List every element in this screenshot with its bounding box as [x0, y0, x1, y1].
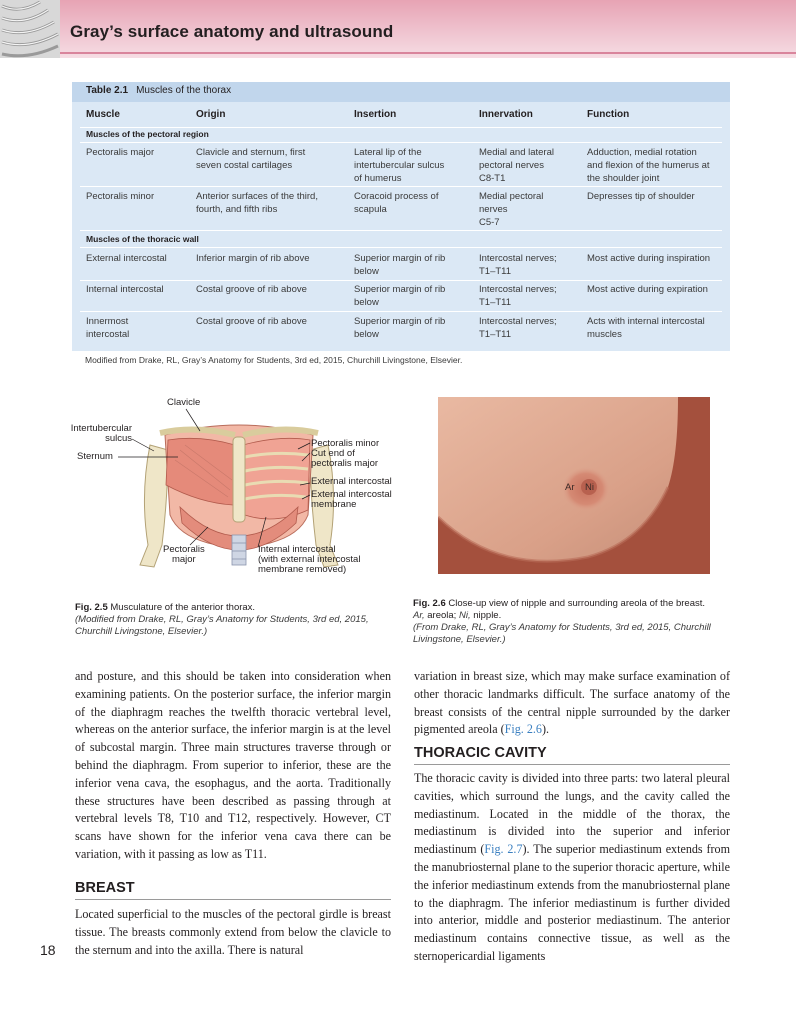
header-rule: [60, 52, 796, 54]
label-internal-intercostal: Internal intercostal (with external intercostal membrane removed): [258, 544, 361, 575]
table-section-heading: Muscles of the pectoral region: [86, 129, 209, 139]
figure-2-6: [438, 397, 710, 574]
figure-reference-link[interactable]: Fig. 2.7: [484, 842, 523, 857]
heading-rule: [75, 899, 391, 900]
caption-text: areola;: [427, 610, 457, 621]
running-header-title: Gray’s surface anatomy and ultrasound: [70, 22, 394, 41]
figure-2-6-caption: [413, 598, 713, 646]
column-header-muscle: Muscle: [86, 109, 120, 120]
table-header-row: [72, 103, 730, 127]
label-intertubercular-sulcus: Intertubercular sulcus: [70, 423, 132, 444]
body-text: variation in breast size, which may make surface examination of other thoracic landmarks difficult. The surface anatomy of the breast consists of the central nipple surrounded by the darker pigmented areola (: [414, 669, 730, 737]
table-divider: [80, 142, 722, 143]
table-divider: [80, 127, 722, 128]
right-column-paragraph-1: [414, 668, 730, 739]
left-column-paragraph-1: [75, 668, 391, 864]
column-header-innervation: Innervation: [479, 109, 533, 120]
table-cell: Superior margin of rib below: [354, 316, 446, 340]
ribcage-icon: [0, 0, 60, 58]
table-section-heading: Muscles of the thoracic wall: [86, 234, 199, 244]
table-cell: Inferior margin of rib above: [196, 253, 310, 264]
body-paragraph: [414, 770, 730, 966]
label-nipple: Ni: [585, 482, 594, 493]
table-divider: [80, 247, 722, 248]
label-pectoralis-minor: Pectoralis minor: [311, 438, 380, 449]
table-cell: Medial and lateral pectoral nerves C8-T1: [479, 147, 554, 184]
table-cell: External intercostal: [86, 253, 167, 264]
table-cell: Anterior surfaces of the third, fourth, and fifth ribs: [196, 191, 318, 215]
figure-2-5: [70, 395, 410, 585]
table-divider: [80, 230, 722, 231]
section-heading-breast: BREAST: [75, 880, 135, 896]
label-pectoralis-major: Pectoralis major: [163, 544, 205, 565]
table-cell: Medial pectoral nerves C5-7: [479, 191, 544, 228]
table-cell: Acts with internal intercostal muscles: [587, 316, 705, 340]
figure-2-5-caption: [75, 602, 395, 638]
label-external-intercostal: External intercostal: [311, 476, 392, 487]
table-title-bar: [72, 82, 730, 102]
caption-text: Musculature of the anterior thorax.: [110, 602, 256, 613]
figure-reference-link[interactable]: Fig. 2.6: [504, 722, 542, 737]
caption-abbrev: Ni,: [458, 610, 471, 621]
right-column-paragraph-2: [414, 770, 730, 966]
table-label: Table 2.1: [86, 85, 129, 96]
table-cell: Most active during expiration: [587, 284, 708, 295]
body-paragraph: [414, 668, 730, 739]
caption-text: nipple.: [473, 610, 502, 621]
body-text: The thoracic cavity is divided into three parts: two lateral pleural cavities, which surround the lungs, and the cavity called the mediastinum. Located in the middle of the thorax, the mediastinum is divided into the superior and inferior mediastinum (: [414, 771, 730, 857]
left-column-paragraph-2: [75, 906, 391, 959]
caption-abbrev: Ar,: [413, 610, 425, 621]
body-text: ). The superior mediastinum extends from the manubriosternal plane to the superior thoracic aperture, while the inferior mediastinum extends from the manubriosternal plane to the diaphragm. The inferior mediastinum is further divided into anterior, middle and posterior mediastinum. The anterior mediastinum contains connective tissue, as well as the sternopericardial ligaments: [414, 842, 730, 963]
table-divider: [80, 280, 722, 281]
caption-text: Close-up view of nipple and surrounding areola of the breast.: [448, 598, 706, 609]
table-title: Muscles of the thorax: [136, 85, 232, 96]
caption-source: (From Drake, RL, Gray’s Anatomy for Students, 3rd ed, 2015, Churchill Livingstone, Elsevier.): [413, 622, 711, 645]
table-divider: [80, 311, 722, 312]
body-paragraph: and posture, and this should be taken into consideration when examining patients. On the posterior surface, the inferior margin of the diaphragm reaches the twelfth thoracic vertebral level, whereas on the anterior surface, the inferior margin is at the level of subcostal margin. Three main structures traverse through or behind the diaphragm. From superior to inferior, these are the inferior vena cava, the esophagus, and the aorta. Traditionally these structures have been described as passing through at vertebral levels T8, T10 and T12, respectively. However, CT scans have shown for the inferior vena cava there can be variation, with it passing as low as T11.: [75, 669, 391, 861]
label-cut-end-pectoralis-major: Cut end of pectoralis major: [311, 448, 379, 469]
label-clavicle: Clavicle: [167, 397, 201, 408]
label-sternum: Sternum: [77, 451, 113, 462]
body-paragraph: Located superficial to the muscles of the pectoral girdle is breast tissue. The breasts commonly extend from below the clavicle to the sternum and into the axilla. There is natural: [75, 907, 391, 957]
table-cell: Coracoid process of scapula: [354, 191, 439, 215]
table-cell: Intercostal nerves; T1–T11: [479, 316, 557, 340]
table-cell: Pectoralis minor: [86, 191, 155, 202]
section-heading-thoracic-cavity: THORACIC CAVITY: [414, 745, 547, 761]
column-header-function: Function: [587, 109, 630, 120]
table-cell: Innermost intercostal: [86, 316, 130, 340]
table-cell: Clavicle and sternum, first seven costal cartilages: [196, 147, 306, 171]
table-cell: Costal groove of rib above: [196, 284, 307, 295]
label-areola: Ar: [565, 482, 575, 493]
caption-source: (Modified from Drake, RL, Gray’s Anatomy for Students, 3rd ed, 2015, Churchill Livingstone, Elsevier.): [75, 614, 369, 637]
column-header-insertion: Insertion: [354, 109, 397, 120]
heading-rule: [414, 764, 730, 765]
figure-label: Fig. 2.6: [413, 598, 446, 609]
table-cell: Costal groove of rib above: [196, 316, 307, 327]
muscles-table: [72, 82, 730, 351]
column-header-origin: Origin: [196, 109, 226, 120]
label-external-intercostal-membrane: External intercostal membrane: [311, 489, 392, 510]
table-cell: Superior margin of rib below: [354, 284, 446, 308]
table-cell: Lateral lip of the intertubercular sulcus of humerus: [354, 147, 445, 184]
table-cell: Intercostal nerves; T1–T11: [479, 284, 557, 308]
table-cell: Depresses tip of shoulder: [587, 191, 695, 202]
page-number: 18: [40, 942, 56, 958]
table-caption: [86, 85, 231, 96]
table-cell: Intercostal nerves; T1–T11: [479, 253, 557, 277]
table-source-note: Modified from Drake, RL, Gray’s Anatomy for Students, 3rd ed, 2015, Churchill Livingstone, Elsevier.: [85, 355, 463, 365]
table-cell: Adduction, medial rotation and flexion of the humerus at the shoulder joint: [587, 147, 710, 184]
table-cell: Superior margin of rib below: [354, 253, 446, 277]
table-cell: Most active during inspiration: [587, 253, 711, 264]
figure-label: Fig. 2.5: [75, 602, 108, 613]
table-cell: Pectoralis major: [86, 147, 155, 158]
table-cell: Internal intercostal: [86, 284, 164, 295]
table-divider: [80, 186, 722, 187]
body-text: ).: [541, 722, 550, 737]
